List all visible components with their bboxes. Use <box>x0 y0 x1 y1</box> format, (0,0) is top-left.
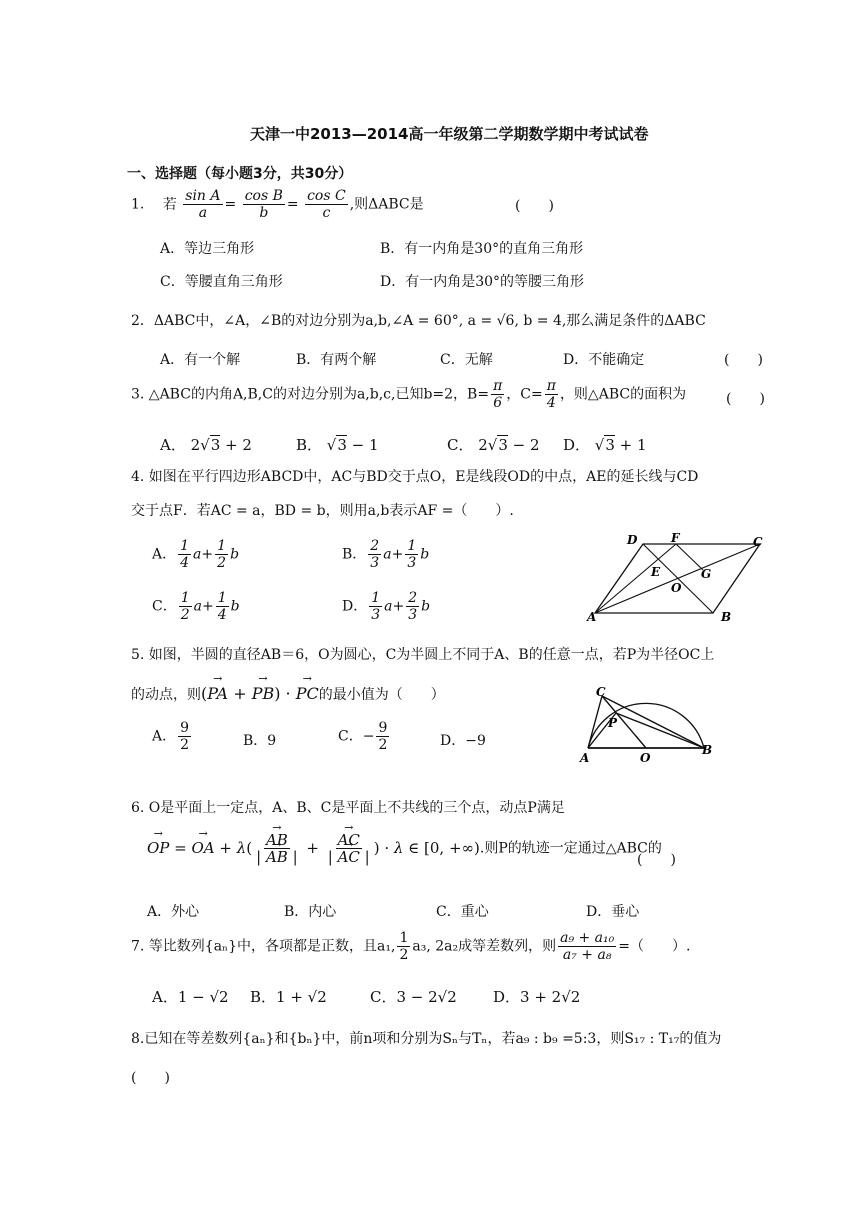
label-o: O <box>671 581 682 595</box>
label-f: F <box>671 531 680 545</box>
question-4-line1: 4. 如图在平行四边形ABCD中，AC与BD交于点O，E是线段OD的中点，AE的延长线与CD <box>131 469 699 485</box>
option-d: D． $\frac{1}{3}$ a+ $\frac{2}{3}$ b <box>342 590 431 623</box>
answer-paren: ( ) <box>724 352 763 368</box>
option-d: D．−9 <box>440 733 486 749</box>
fraction: $\frac{\text{cos C}}{c}$ <box>307 188 346 221</box>
answer-paren: ( ) <box>131 1070 170 1086</box>
question-4-line2: 交于点F．若AC = a，BD = b，则用a,b表示AF =（ ）. <box>131 503 514 519</box>
q1-suffix: ,则ΔABC是 <box>349 196 424 213</box>
option-b: B．有一内角是30°的直角三角形 <box>380 241 584 257</box>
semicircle-figure <box>578 678 718 766</box>
answer-paren: ( ) <box>637 852 676 868</box>
q3-stem: ，则△ABC的面积为 <box>559 386 687 403</box>
label-d: D <box>627 533 638 547</box>
option-a: A．有一个解 <box>160 352 241 368</box>
fraction-pi-4: $\frac{\pi}{4}$ <box>546 378 556 411</box>
label-b: B <box>721 610 732 624</box>
fraction: $\frac{\text{cos B}}{b}$ <box>244 188 283 221</box>
option-d: D．不能确定 <box>563 352 645 368</box>
label-g: G <box>701 567 712 581</box>
fraction: $\frac{\text{sin A}}{a}$ <box>185 188 221 221</box>
q3-stem: 3. △ABC的内角A,B,C的对边分别为a,b,c,已知b=2，B= <box>131 386 490 403</box>
label-p: P <box>608 716 618 730</box>
question-5-line2: 的动点，则(→ PA + → PB) · → PC的最小值为（ ） <box>131 684 445 704</box>
question-1: 1. 若 $\frac{\text{sin A}}{a}$ = $\frac{\text{cos B}}{b}$ = $\frac{\text{cos C}}{c}$ ,则ΔABC是 <box>131 188 424 221</box>
label-a: A <box>580 751 590 765</box>
label-o: O <box>640 751 651 765</box>
q1-prefix: 若 <box>162 196 177 213</box>
option-b: B．9 <box>243 733 277 749</box>
option-a: A． 2√3 + 2 <box>160 436 252 454</box>
question-2: 2．ΔABC中，∠A，∠B的对边分别为a,b,∠A = 60°, a = √6, b = 4,那么满足条件的ΔABC <box>131 313 706 329</box>
option-a: A． $\frac{1}{4}$ a+ $\frac{1}{2}$ b <box>152 538 240 571</box>
question-3 <box>131 378 686 411</box>
q5-text: 的动点，则 <box>131 687 201 703</box>
option-c: C．− $\frac{9}{2}$ <box>338 720 388 753</box>
label-b: B <box>702 743 713 757</box>
option-c: C．重心 <box>436 904 489 920</box>
parallelogram-figure <box>585 530 775 625</box>
option-b: B． $\frac{2}{3}$ a+ $\frac{1}{3}$ b <box>342 538 430 571</box>
question-8-line1: 8.已知在等差数列{aₙ}和{bₙ}中，前n项和分别为Sₙ与Tₙ，若a₉ : b₉ =5:3，则S₁₇ : T₁₇的值为 <box>131 1031 722 1047</box>
option-c: C．等腰直角三角形 <box>160 274 283 290</box>
label-a: A <box>587 610 597 624</box>
question-6-line1: 6. O是平面上一定点，A、B、C是平面上不共线的三个点，动点P满足 <box>131 800 565 816</box>
option-a: A．1 − √2 <box>152 988 229 1006</box>
question-5-line1: 5. 如图，半圆的直径AB＝6，O为圆心，C为半圆上不同于A、B的任意一点，若P为半径OC上 <box>131 647 715 663</box>
label-c: C <box>753 535 763 549</box>
q3-stem: ，C= <box>506 386 543 403</box>
option-a: A．等边三角形 <box>160 241 255 257</box>
option-a: A． $\frac{9}{2}$ <box>152 720 190 753</box>
q1-number: 1. <box>131 196 145 213</box>
fraction-pi-6: $\frac{\pi}{6}$ <box>493 378 503 411</box>
answer-paren: ( ) <box>726 391 765 407</box>
q7-text: 7. 等比数列{aₙ}中，各项都是正数，且a₁, <box>131 938 396 955</box>
option-c: C． $\frac{1}{2}$ a+ $\frac{1}{4}$ b <box>152 590 240 623</box>
option-d: D．有一内角是30°的等腰三角形 <box>380 274 585 290</box>
option-c: C．3 − 2√2 <box>370 988 457 1006</box>
option-b: B．1 + √2 <box>250 988 327 1006</box>
q5-text: 的最小值为（ ） <box>318 687 445 703</box>
option-b: B．有两个解 <box>296 352 377 368</box>
option-d: D．垂心 <box>586 904 640 920</box>
question-7: 7. 等比数列{aₙ}中，各项都是正数，且a₁, $\frac{1}{2}$ a₃, 2a₂成等差数列，则 $\frac{\text{a₉ + a₁₀}}{\text{a₇ + a₈}}$ =（ ）. <box>131 930 691 963</box>
option-a: A．外心 <box>147 904 200 920</box>
label-e: E <box>651 565 661 579</box>
option-d: D． √3 + 1 <box>563 436 647 454</box>
page-title: 天津一中2013—2014高一年级第二学期数学期中考试试卷 <box>250 125 649 143</box>
question-6-formula: → OP = → OA + λ( → $\frac{AB}{| \to AB |}$ + → $\frac{AC}{| \to AC |}$ ) · λ ∈ [0, +∞).则P的轨迹一定通过△ABC的 <box>147 832 662 865</box>
option-c: C．无解 <box>440 352 493 368</box>
label-c: C <box>596 685 606 699</box>
q6-text: .则P的轨迹一定通过△ABC的 <box>479 840 662 857</box>
option-b: B． √3 − 1 <box>296 436 379 454</box>
q7-text: a₃, 2a₂成等差数列，则 <box>412 938 557 955</box>
option-c: C． 2√3 − 2 <box>447 436 540 454</box>
section-heading: 一、选择题（每小题3分，共30分） <box>127 166 353 182</box>
option-d: D．3 + 2√2 <box>493 988 581 1006</box>
q7-text: =（ ）. <box>618 938 691 955</box>
answer-paren: ( ) <box>515 198 554 214</box>
option-b: B．内心 <box>284 904 337 920</box>
